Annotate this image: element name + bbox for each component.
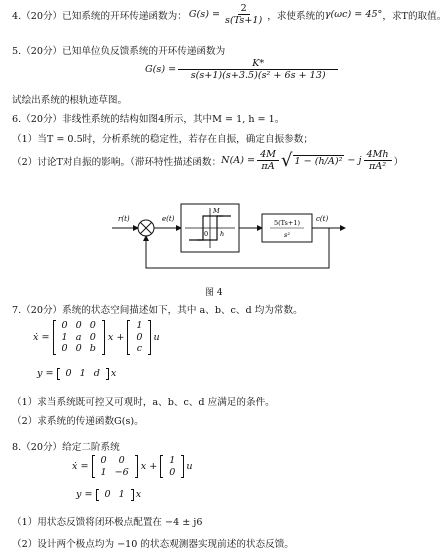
q7-a01: 0 bbox=[75, 320, 82, 331]
q6-part1: （1）当T = 0.5时，分析系统的稳定性，若存在自振，确定自振参数； bbox=[12, 134, 313, 145]
q8-b0: 1 bbox=[169, 455, 176, 466]
q4-fraction bbox=[222, 3, 265, 26]
q7-state-eq bbox=[33, 320, 160, 355]
q8-b1: 0 bbox=[169, 466, 176, 478]
figure-caption: 图 4 bbox=[205, 288, 223, 298]
plant-den: s² bbox=[284, 231, 290, 239]
q7-matrix-A bbox=[53, 320, 105, 355]
q8-part1: （1）用状态反馈将闭环极点配置在 −4 ± j6 bbox=[12, 517, 203, 528]
q5-num: K* bbox=[178, 58, 338, 70]
q6-fraction-2 bbox=[364, 149, 392, 172]
q7-matrix-B bbox=[127, 320, 151, 355]
q4-lhs: G(s) = bbox=[188, 9, 221, 21]
q4-mid: ，求使系统的 bbox=[267, 10, 325, 22]
q8-matrix-B bbox=[160, 455, 184, 478]
q4-line bbox=[12, 3, 446, 26]
q7-a12: 0 bbox=[89, 331, 96, 343]
q6-text: 6.（20分）非线性系统的结构如图4所示，其中M = 1, h = 1。 bbox=[12, 114, 285, 125]
q5-fraction bbox=[178, 58, 338, 81]
q6-f1-num: 4M bbox=[257, 149, 279, 161]
nl-M-label: M bbox=[213, 207, 220, 215]
q8-a00: 0 bbox=[100, 455, 107, 466]
q8-text: 8.（20分）给定二阶系统 bbox=[12, 442, 120, 453]
q7-text: 7.（20分）系统的状态空间描述如下，其中 a、b、c、d 均为常数。 bbox=[12, 305, 303, 316]
q8-part2: （2）设计两个极点均为 −10 的状态观测器实现前述的状态反馈。 bbox=[12, 539, 294, 550]
error-label: e(t) bbox=[162, 215, 175, 223]
summing-junction-icon bbox=[138, 220, 154, 236]
q7-b1: 0 bbox=[136, 331, 143, 343]
q8-u: u bbox=[186, 461, 193, 472]
q5-ask: 试绘出系统的根轨迹草图。 bbox=[12, 95, 128, 106]
q8-c0: 0 bbox=[104, 489, 111, 500]
plant-num: 5(Ts+1) bbox=[274, 219, 300, 227]
q8-state-lhs: ẋ = bbox=[72, 461, 89, 472]
output-label: c(t) bbox=[316, 215, 329, 223]
q6-minus-j: − j bbox=[347, 155, 362, 167]
q6-formula-lhs: N(A) = bbox=[221, 155, 256, 167]
q7-a02: 0 bbox=[89, 320, 96, 331]
q7-c0: 0 bbox=[65, 368, 72, 379]
q6-f2-num: 4Mh bbox=[364, 149, 392, 161]
q4-prefix: 4.（20分）已知系统的开环传递函数为： bbox=[12, 10, 187, 22]
q7-c1: 1 bbox=[79, 368, 86, 379]
q7-x-plus: x + bbox=[107, 331, 125, 343]
q6-fraction-1 bbox=[257, 149, 279, 172]
q8-matrix-C bbox=[96, 489, 134, 501]
q4-suffix: ，求T的取值。 bbox=[382, 10, 446, 22]
q6-sqrt bbox=[281, 149, 344, 171]
nl-zero-label: 0 bbox=[204, 230, 209, 238]
q6-part2-line bbox=[12, 149, 403, 172]
q8-x-plus: x + bbox=[140, 461, 158, 472]
q7-state-lhs: ẋ = bbox=[33, 331, 50, 343]
q8-state-eq bbox=[72, 455, 193, 478]
q8-a01: 0 bbox=[118, 455, 125, 466]
q7-output-eq bbox=[37, 368, 116, 380]
q7-x-end: x bbox=[110, 368, 117, 380]
q4-cond: γ(ωc) = 45° bbox=[324, 9, 383, 21]
q8-matrix-A bbox=[92, 455, 138, 478]
q7-c2: d bbox=[93, 368, 100, 379]
q8-x-end: x bbox=[135, 489, 142, 501]
q6-close: ） bbox=[393, 156, 404, 168]
q8-a10: 1 bbox=[100, 466, 107, 478]
q7-a22: b bbox=[89, 343, 96, 354]
q7-b0: 1 bbox=[136, 320, 143, 331]
q4-num: 2 bbox=[238, 3, 250, 15]
q6-f1-den: πA bbox=[261, 161, 275, 173]
q6-f2-den: πA² bbox=[369, 161, 387, 173]
q5-formula bbox=[145, 58, 340, 81]
q7-a10: 1 bbox=[61, 331, 68, 343]
q7-matrix-C bbox=[57, 368, 109, 380]
q8-out-lhs: y = bbox=[76, 489, 93, 501]
q7-a11: a bbox=[75, 331, 82, 343]
q8-output-eq bbox=[76, 489, 141, 501]
q7-out-lhs: y = bbox=[37, 368, 54, 380]
q7-a21: 0 bbox=[75, 343, 82, 354]
q7-u: u bbox=[153, 331, 160, 343]
q8-c1: 1 bbox=[118, 489, 125, 500]
q7-a00: 0 bbox=[61, 320, 68, 331]
q5-text: 5.（20分）已知单位负反馈系统的开环传递函数为 bbox=[12, 46, 226, 57]
q6-sqrt-inner: 1 − (h/A)² bbox=[294, 155, 343, 167]
q7-part1: （1）求当系统既可控又可观时，a、b、c、d 应满足的条件。 bbox=[12, 397, 275, 408]
q5-lhs: G(s) = bbox=[145, 64, 177, 76]
block-diagram bbox=[0, 192, 435, 282]
q6-part2: （2）讨论T对自振的影响。（滞环特性描述函数： bbox=[12, 156, 222, 168]
input-label: r(t) bbox=[118, 215, 130, 223]
q7-a20: 0 bbox=[61, 343, 68, 354]
q4-den: s(Ts+1) bbox=[225, 15, 263, 27]
nl-h-label: h bbox=[220, 230, 225, 238]
radical-icon: √ bbox=[281, 149, 293, 171]
q7-b2: c bbox=[136, 343, 143, 354]
q8-a11: −6 bbox=[114, 466, 129, 478]
q7-part2: （2）求系统的传递函数G(s)。 bbox=[12, 416, 144, 427]
q5-den: s(s+1)(s+3.5)(s² + 6s + 13) bbox=[190, 70, 326, 82]
